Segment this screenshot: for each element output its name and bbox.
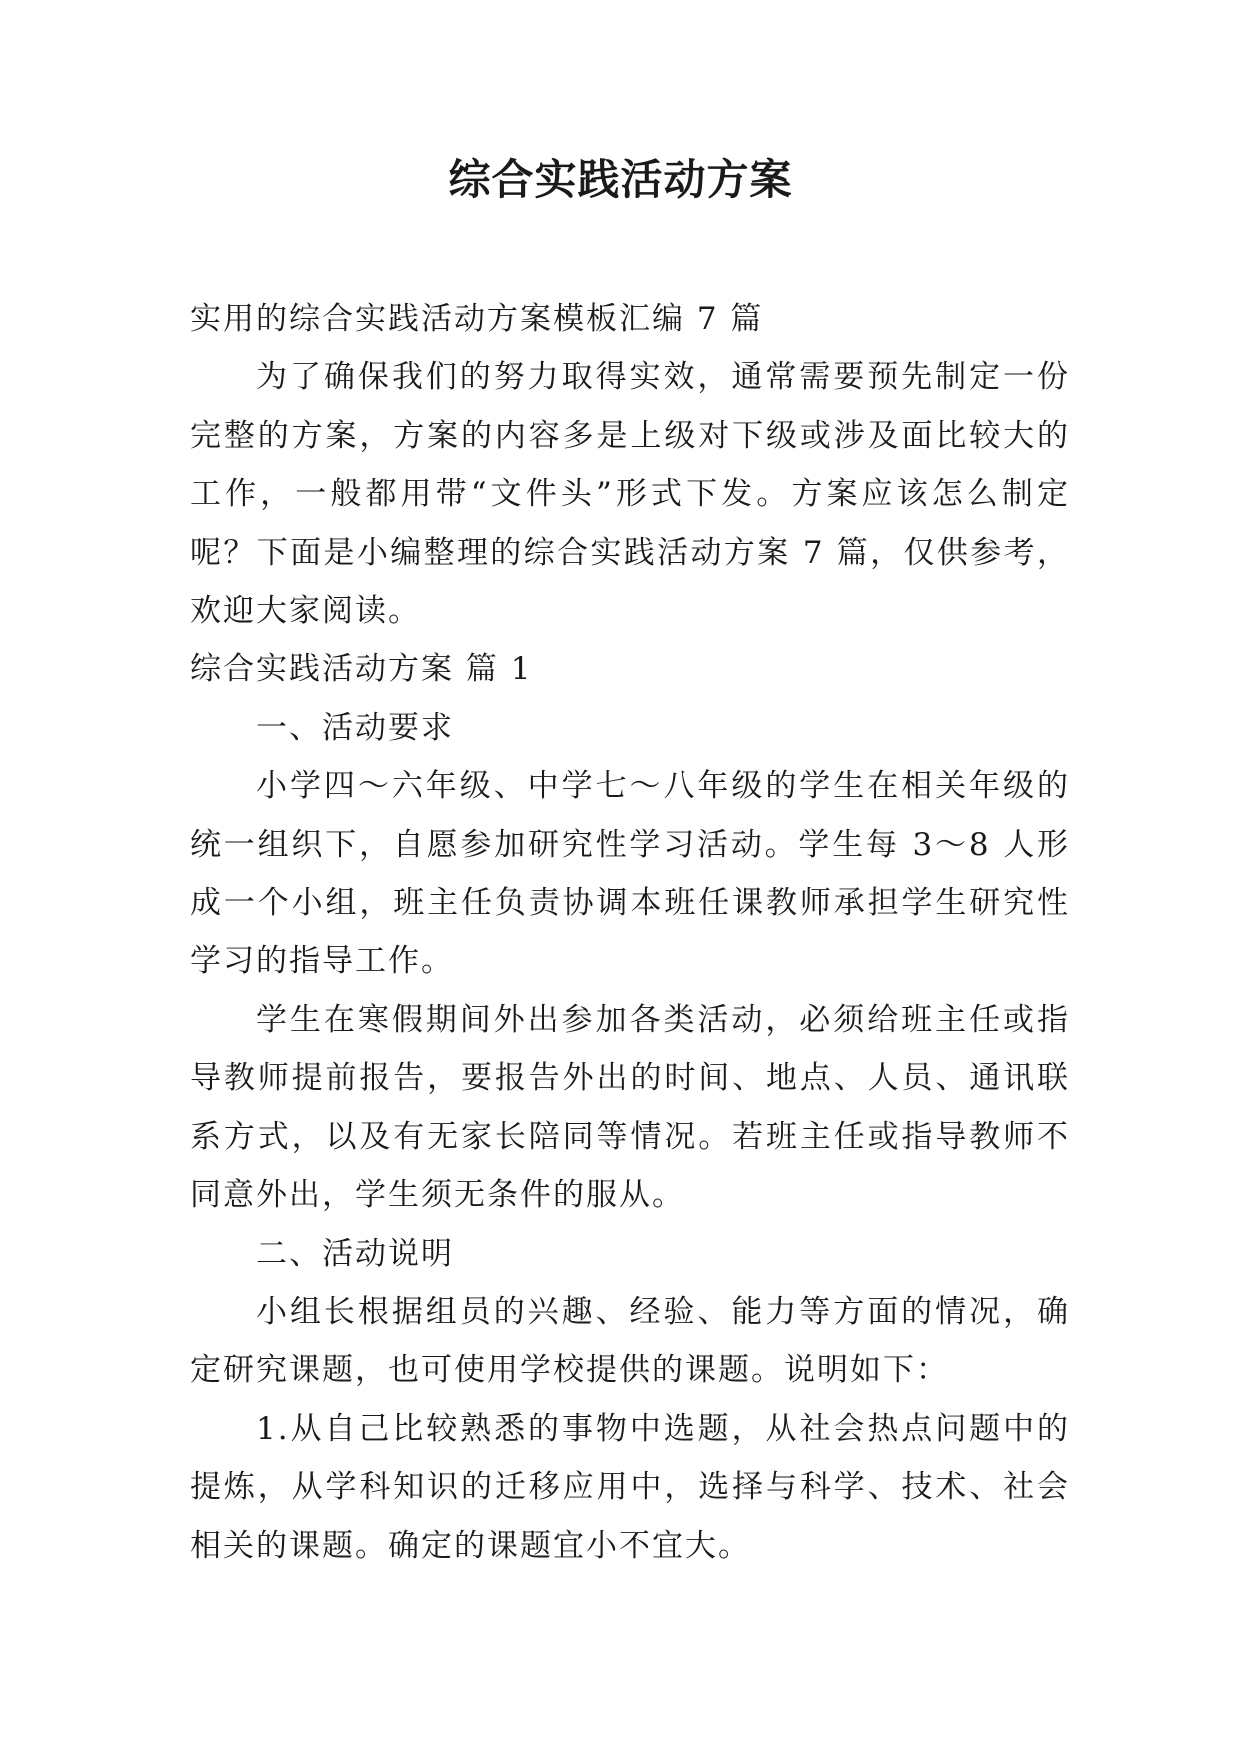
document-subtitle: 实用的综合实践活动方案模板汇编 7 篇 (190, 301, 764, 337)
page-title: 综合实践活动方案 (448, 155, 793, 204)
section-heading: 综合实践活动方案 篇 1 (190, 651, 533, 688)
subsection-heading: 一、活动要求 (256, 709, 454, 746)
document-body (190, 290, 1070, 1575)
subsection-heading: 二、活动说明 (256, 1235, 454, 1272)
body-paragraph: 小组长根据组员的兴趣、经验、能力等方面的情况，确定研究课题，也可使用学校提供的课题。说明如下： (190, 1293, 1070, 1389)
body-paragraph: 学生在寒假期间外出参加各类活动，必须给班主任或指导教师提前报告，要报告外出的时间、地点、人员、通讯联系方式，以及有无家长陪同等情况。若班主任或指导教师不同意外出，学生须无条件的服从。 (190, 1001, 1070, 1214)
intro-paragraph: 为了确保我们的努力取得实效，通常需要预先制定一份完整的方案，方案的内容多是上级对下级或涉及面比较大的工作，一般都用带“文件头”形式下发。方案应该怎么制定呢？下面是小编整理的综合实践活动方案 7 篇，仅供参考，欢迎大家阅读。 (190, 359, 1070, 630)
body-paragraph: 小学四～六年级、中学七～八年级的学生在相关年级的统一组织下，自愿参加研究性学习活动。学生每 3～8 人形成一个小组，班主任负责协调本班任课教师承担学生研究性学习的指导工作。 (190, 768, 1070, 980)
list-item: 1.从自己比较熟悉的事物中选题，从社会热点问题中的提炼，从学科知识的迁移应用中，选择与科学、技术、社会相关的课题。确定的课题宜小不宜大。 (190, 1410, 1070, 1564)
